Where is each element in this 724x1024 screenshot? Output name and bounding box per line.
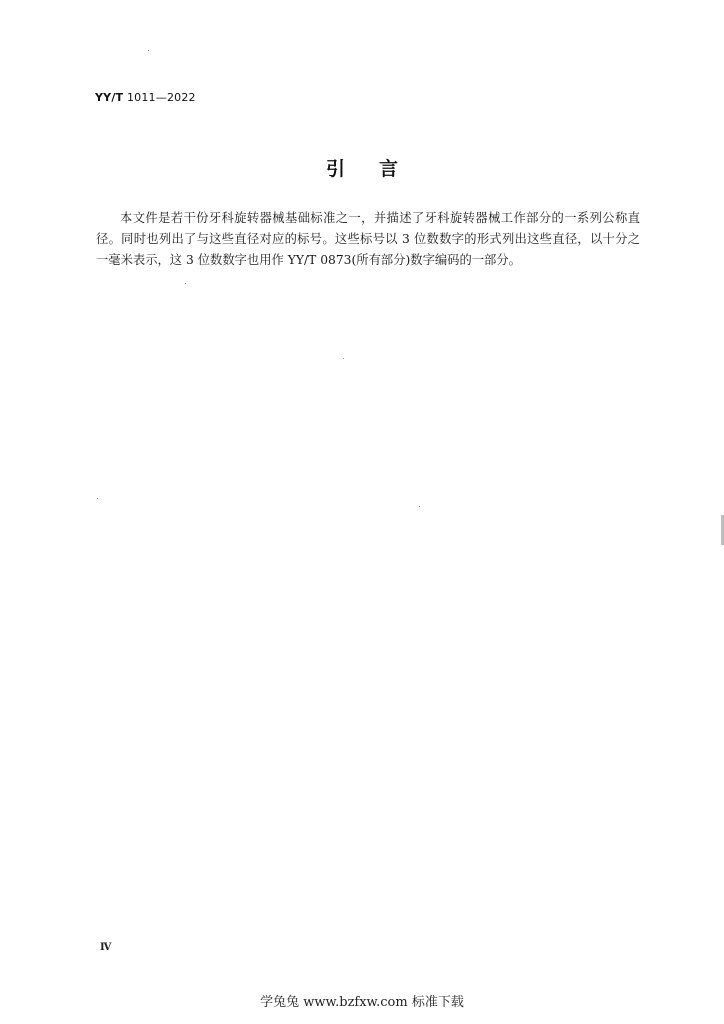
scan-speck bbox=[148, 50, 149, 51]
document-code bbox=[95, 91, 196, 104]
section-title: 引言 bbox=[325, 158, 432, 180]
scan-speck bbox=[97, 498, 98, 499]
page-number: Ⅳ bbox=[100, 942, 112, 953]
document-code-number: 1011—2022 bbox=[123, 91, 196, 104]
footer-watermark: 学兔兔 www.bzfxw.com 标准下载 bbox=[260, 995, 464, 1010]
scan-speck bbox=[343, 358, 344, 359]
document-code-prefix: YY/T bbox=[95, 91, 124, 104]
introduction-paragraph: 本文件是若干份牙科旋转器械基础标准之一，并描述了牙科旋转器械工作部分的一系列公称直径。同时也列出了与这些直径对应的标号。这些标号以 3 位数数字的形式列出这些直径，以十分之一毫米表示，这 3 位数数字也用作 YY/T 0873(所有部分)数字编码的一部分。 bbox=[96, 211, 640, 267]
scan-speck bbox=[185, 283, 186, 284]
scan-speck bbox=[419, 506, 420, 507]
